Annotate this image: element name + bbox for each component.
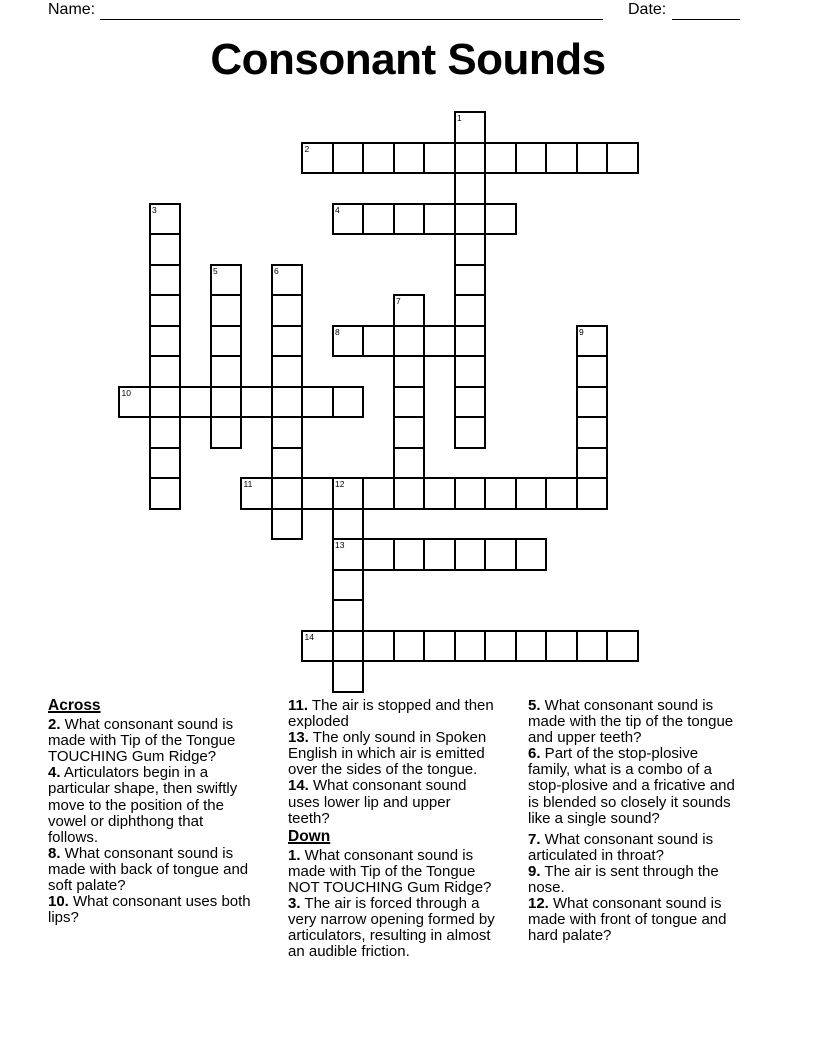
grid-cell[interactable]: [545, 630, 578, 663]
grid-cell[interactable]: [301, 142, 334, 175]
grid-cell[interactable]: [484, 538, 517, 571]
cell-number: 5: [213, 265, 218, 276]
cell-number: 13: [335, 540, 345, 550]
grid-cell[interactable]: [484, 630, 517, 663]
grid-cell[interactable]: [362, 142, 395, 175]
cell-number: 14: [304, 631, 314, 642]
grid-cell[interactable]: [576, 447, 609, 480]
grid-cell[interactable]: [515, 477, 548, 510]
grid-cell[interactable]: [576, 142, 609, 175]
name-input-line[interactable]: [100, 1, 603, 20]
grid-cell[interactable]: [393, 386, 426, 419]
grid-cell[interactable]: [179, 386, 212, 419]
cell-number: 2: [304, 143, 310, 154]
clue-number: 11.: [288, 697, 309, 714]
grid-cell[interactable]: [454, 294, 487, 327]
grid-cell[interactable]: [332, 508, 365, 541]
clue-across-10: 10. What consonant uses both lips?: [48, 893, 251, 927]
grid-cell[interactable]: [393, 142, 426, 175]
clues-section: [48, 698, 768, 961]
grid-cell[interactable]: [423, 477, 456, 510]
grid-cell[interactable]: [301, 386, 334, 419]
grid-cell[interactable]: [149, 447, 182, 480]
clue-number: 13.: [288, 729, 309, 747]
grid-cell[interactable]: [576, 325, 609, 358]
grid-cell[interactable]: [332, 142, 365, 175]
grid-cell[interactable]: [210, 325, 243, 358]
clues-column-2: [288, 698, 528, 961]
down-heading: Down: [288, 827, 331, 845]
clue-down-5: 5. What consonant sound is made with the tip of the tongue and upper teeth?: [528, 697, 734, 747]
grid-cell[interactable]: [362, 477, 395, 510]
clue-number: 1.: [288, 846, 301, 864]
grid-cell[interactable]: [423, 142, 456, 175]
clue-number: 4.: [48, 764, 61, 782]
grid-cell[interactable]: [362, 325, 395, 358]
grid-cell[interactable]: [454, 142, 487, 175]
grid-cell[interactable]: [423, 203, 456, 236]
clue-number: 6.: [528, 745, 541, 763]
grid-cell[interactable]: [271, 416, 304, 449]
grid-cell[interactable]: [332, 599, 365, 632]
clue-down-3: 3. The air is forced through a very narrow opening formed by articulators, resulting in almost an audible friction.: [288, 895, 495, 961]
grid-cell[interactable]: [454, 386, 487, 419]
grid-cell[interactable]: [454, 111, 487, 144]
grid-cell[interactable]: [393, 477, 426, 510]
clue-down-1: 1. What consonant sound is made with Tip of the Tongue NOT TOUCHING Gum Ridge?: [288, 846, 492, 897]
grid-cell[interactable]: [484, 477, 517, 510]
grid-cell[interactable]: [118, 386, 151, 419]
grid-cell[interactable]: [362, 203, 395, 236]
grid-cell[interactable]: [332, 386, 365, 419]
grid-cell[interactable]: [454, 203, 487, 236]
grid-cell[interactable]: [393, 630, 426, 663]
grid-cell[interactable]: [576, 416, 609, 449]
clue-across-8: 8. What consonant sound is made with back of tongue and soft palate?: [48, 844, 249, 895]
grid-cell[interactable]: [423, 325, 456, 358]
date-label: Date:: [628, 1, 667, 18]
grid-cell[interactable]: [271, 477, 304, 510]
clue-number: 9.: [528, 862, 541, 880]
grid-cell[interactable]: [606, 630, 639, 663]
grid-cell[interactable]: [210, 355, 243, 388]
across-heading: Across: [48, 697, 101, 714]
clues-column-3: [528, 698, 768, 961]
grid-cell[interactable]: [454, 355, 487, 388]
grid-cell[interactable]: [515, 142, 548, 175]
clue-number: 5.: [528, 697, 541, 714]
clue-down-7: 7. What consonant sound is articulated in throat?: [528, 830, 714, 864]
grid-cell[interactable]: [149, 355, 182, 388]
grid-cell[interactable]: [332, 630, 365, 663]
grid-cell[interactable]: [271, 386, 304, 419]
grid-cell[interactable]: [393, 325, 426, 358]
grid-cell[interactable]: [332, 569, 365, 602]
cell-number: 1: [457, 113, 462, 123]
grid-cell[interactable]: [332, 203, 365, 236]
clue-across-13: 13. The only sound in Spoken English in which air is emitted over the sides of the tongue.: [288, 729, 487, 779]
grid-cell[interactable]: [515, 630, 548, 663]
clues-column-1: [48, 698, 288, 961]
grid-cell[interactable]: [362, 538, 395, 571]
clue-number: 10.: [48, 893, 69, 911]
grid-cell[interactable]: [576, 630, 609, 663]
grid-cell[interactable]: [454, 264, 487, 297]
cell-number: 3: [152, 204, 157, 215]
grid-cell[interactable]: [454, 233, 487, 266]
grid-cell[interactable]: [454, 477, 487, 510]
grid-cell[interactable]: [393, 416, 426, 449]
clue-number: 7.: [528, 830, 541, 848]
grid-cell[interactable]: [576, 477, 609, 510]
grid-cell[interactable]: [484, 203, 517, 236]
grid-cell[interactable]: [271, 264, 304, 297]
grid-cell[interactable]: [576, 386, 609, 419]
grid-cell[interactable]: [393, 447, 426, 480]
cell-number: 7: [396, 296, 401, 306]
grid-cell[interactable]: [240, 477, 273, 510]
grid-cell[interactable]: [271, 294, 304, 327]
cell-number: 8: [335, 326, 340, 337]
grid-cell[interactable]: [271, 508, 304, 541]
clue-down-12: 12. What consonant sound is made with front of tongue and hard palate?: [528, 895, 727, 945]
grid-cell[interactable]: [149, 203, 182, 236]
clue-down-6: 6. Part of the stop-plosive family, what is a combo of a stop-plosive and a fricative and is blended so closely it sounds like a single sound?: [528, 745, 735, 827]
grid-cell[interactable]: [210, 264, 243, 297]
clue-across-11: 11. The air is stopped and then exploded: [288, 697, 494, 731]
clue-across-4: 4. Articulators begin in a particular shape, then swiftly move to the position of the vowel or diphthong that follows.: [48, 764, 238, 846]
cell-number: 11: [243, 479, 253, 489]
grid-cell[interactable]: [301, 630, 334, 663]
grid-cell[interactable]: [332, 538, 365, 571]
date-input-line[interactable]: [672, 1, 740, 20]
grid-cell[interactable]: [271, 447, 304, 480]
grid-cell[interactable]: [210, 416, 243, 449]
grid-cell[interactable]: [149, 416, 182, 449]
grid-cell[interactable]: [240, 386, 273, 419]
grid-cell[interactable]: [576, 355, 609, 388]
grid-cell[interactable]: [545, 142, 578, 175]
page-title: Consonant Sounds: [210, 35, 606, 84]
grid-cell[interactable]: [362, 630, 395, 663]
grid-cell[interactable]: [454, 172, 487, 205]
grid-cell[interactable]: [271, 325, 304, 358]
grid-cell[interactable]: [423, 538, 456, 571]
clue-number: 12.: [528, 895, 549, 913]
grid-cell[interactable]: [393, 538, 426, 571]
grid-cell[interactable]: [515, 538, 548, 571]
cell-number: 12: [335, 479, 345, 489]
grid-cell[interactable]: [393, 294, 426, 327]
clue-down-9: 9. The air is sent through the nose.: [528, 862, 719, 897]
grid-cell[interactable]: [149, 264, 182, 297]
grid-cell[interactable]: [332, 477, 365, 510]
grid-cell[interactable]: [545, 477, 578, 510]
grid-cell[interactable]: [454, 630, 487, 663]
grid-cell[interactable]: [454, 538, 487, 571]
cell-number: 9: [579, 326, 584, 337]
grid-cell[interactable]: [210, 386, 243, 419]
grid-cell[interactable]: [332, 660, 365, 693]
cell-number: 4: [335, 204, 340, 215]
grid-cell[interactable]: [332, 325, 365, 358]
grid-cell[interactable]: [393, 355, 426, 388]
grid-cell[interactable]: [149, 386, 182, 419]
grid-cell[interactable]: [301, 477, 334, 510]
cell-number: 6: [274, 265, 279, 276]
cell-number: 10: [121, 387, 131, 398]
name-label: Name:: [48, 1, 96, 18]
grid-cell[interactable]: [149, 325, 182, 358]
grid-cell[interactable]: [210, 294, 243, 327]
grid-cell[interactable]: [149, 294, 182, 327]
grid-cell[interactable]: [454, 416, 487, 449]
grid-cell[interactable]: [393, 203, 426, 236]
clue-number: 2.: [48, 716, 61, 734]
grid-cell[interactable]: [606, 142, 639, 175]
grid-cell[interactable]: [271, 355, 304, 388]
grid-cell[interactable]: [423, 630, 456, 663]
clue-across-2: 2. What consonant sound is made with Tip of the Tongue TOUCHING Gum Ridge?: [48, 716, 236, 766]
clue-number: 14.: [288, 777, 309, 795]
grid-cell[interactable]: [149, 477, 182, 510]
grid-cell[interactable]: [484, 142, 517, 175]
clue-across-14: 14. What consonant sound uses lower lip and upper teeth?: [288, 777, 467, 827]
clue-number: 3.: [288, 895, 301, 913]
grid-cell[interactable]: [149, 233, 182, 266]
grid-cell[interactable]: [454, 325, 487, 358]
clue-number: 8.: [48, 844, 61, 862]
